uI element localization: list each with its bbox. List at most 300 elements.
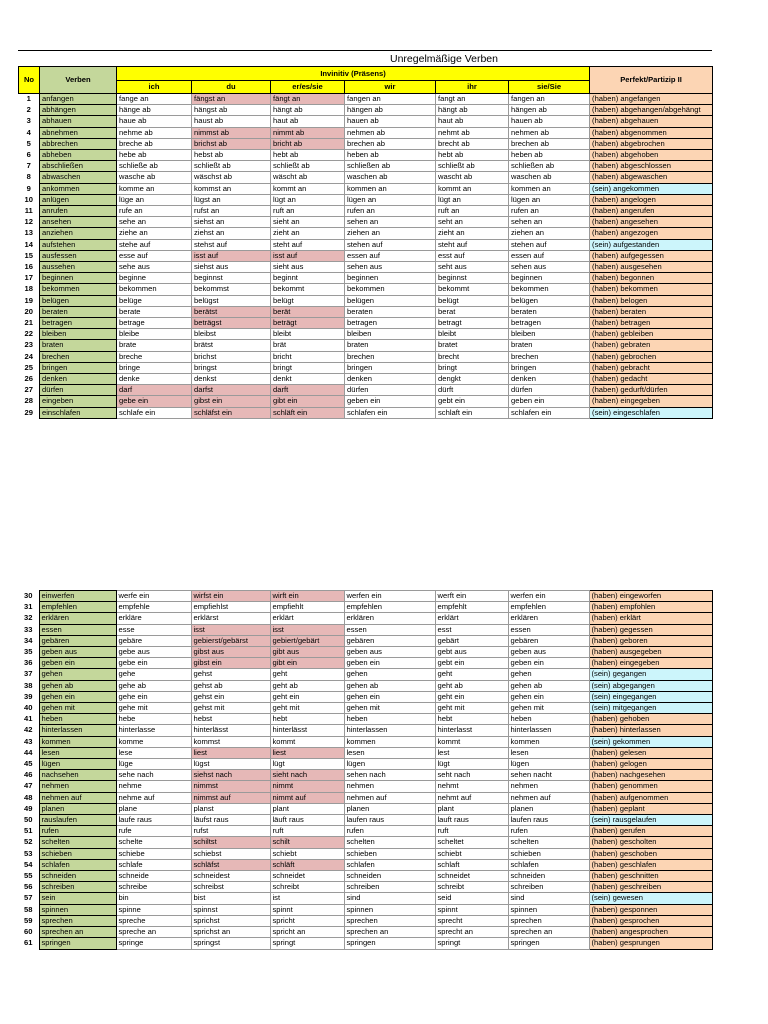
ihr-cell: springt — [435, 938, 508, 949]
row-number: 37 — [24, 669, 33, 679]
ihr-cell: lauft raus — [435, 815, 508, 826]
wir-cell: gehen mit — [344, 703, 435, 714]
row-number: 41 — [24, 714, 33, 724]
ihr-cell: hebt ab — [436, 150, 509, 161]
ihr-cell: ruft an — [436, 206, 509, 217]
row-number: 15 — [24, 250, 33, 260]
perfekt-cell: (haben) geschnitten — [589, 871, 712, 882]
ihr-cell: beginnst — [436, 273, 509, 284]
er-es-sie-cell: bricht ab — [271, 138, 345, 149]
verb-cell: planen — [39, 803, 116, 814]
ihr-cell: nehmt auf — [435, 792, 508, 803]
row-number: 23 — [24, 340, 33, 350]
er-es-sie-cell: schließt ab — [271, 161, 345, 172]
sie-Sie-cell: sehen aus — [509, 262, 590, 273]
verb-cell: geben ein — [39, 658, 116, 669]
ich-cell: esse auf — [117, 250, 192, 261]
ich-cell: sehe an — [117, 217, 192, 228]
sie-Sie-cell: rufen — [508, 826, 589, 837]
sie-Sie-cell: hängen ab — [509, 105, 590, 116]
ihr-cell: gebt ein — [436, 396, 509, 407]
wir-cell: bleiben — [345, 329, 436, 340]
ich-cell: belüge — [117, 295, 192, 306]
ihr-cell: geht ein — [435, 691, 508, 702]
wir-cell: geben ein — [344, 658, 435, 669]
header-infinitiv: Invinitiv (Präsens) — [117, 67, 590, 81]
sie-Sie-cell: waschen ab — [509, 172, 590, 183]
ihr-cell: ruft — [435, 826, 508, 837]
perfekt-cell: (sein) eingegangen — [589, 691, 712, 702]
ihr-cell: lügt — [435, 759, 508, 770]
perfekt-cell: (haben) gelesen — [589, 747, 712, 758]
ihr-cell: berat — [436, 306, 509, 317]
table-row — [18, 904, 712, 915]
table-row — [18, 871, 712, 882]
verb-cell: lügen — [39, 759, 116, 770]
ich-cell: gehe ein — [116, 691, 191, 702]
perfekt-cell: (haben) gegessen — [589, 624, 712, 635]
wir-cell: schelten — [344, 837, 435, 848]
table-row — [19, 250, 713, 261]
perfekt-cell: (sein) eingeschlafen — [590, 407, 713, 418]
table-row — [19, 318, 713, 329]
verb-cell: bekommen — [40, 284, 117, 295]
verb-cell: abhauen — [40, 116, 117, 127]
verb-cell: anziehen — [40, 228, 117, 239]
du-cell: darfst — [192, 385, 271, 396]
table-row — [18, 882, 712, 893]
row-number: 59 — [24, 915, 33, 925]
sie-Sie-cell: essen auf — [509, 250, 590, 261]
ich-cell: nehme auf — [116, 792, 191, 803]
row-number: 55 — [24, 871, 33, 881]
table-row — [19, 138, 713, 149]
verb-cell: ausfessen — [40, 250, 117, 261]
table-row — [19, 105, 713, 116]
wir-cell: sind — [344, 893, 435, 904]
table-row — [19, 217, 713, 228]
ich-cell: lüge an — [117, 194, 192, 205]
sie-Sie-cell: planen — [508, 803, 589, 814]
du-cell: ziehst an — [192, 228, 271, 239]
du-cell: springst — [191, 938, 270, 949]
row-number: 2 — [26, 105, 31, 115]
verb-cell: rauslaufen — [39, 815, 116, 826]
verb-cell: ansehen — [40, 217, 117, 228]
ihr-cell: kommt — [435, 736, 508, 747]
sheet-title: Unregelmäßige Verben — [390, 53, 498, 65]
ihr-cell: gebärt — [435, 635, 508, 646]
ich-cell: bekommen — [117, 284, 192, 295]
table-row — [18, 759, 712, 770]
sie-Sie-cell: brechen ab — [509, 138, 590, 149]
row-number: 17 — [24, 273, 33, 283]
perfekt-cell: (haben) geboren — [589, 635, 712, 646]
row-number: 27 — [24, 385, 33, 395]
er-es-sie-cell: kommt — [270, 736, 344, 747]
ich-cell: schneide — [116, 871, 191, 882]
wir-cell: rufen — [344, 826, 435, 837]
du-cell: spinnst — [191, 904, 270, 915]
table-row — [19, 329, 713, 340]
sie-Sie-cell: spinnen — [508, 904, 589, 915]
ihr-cell: betragt — [436, 318, 509, 329]
ihr-cell: spinnt — [435, 904, 508, 915]
ich-cell: sehe nach — [116, 770, 191, 781]
sie-Sie-cell: nehmen ab — [509, 127, 590, 138]
er-es-sie-cell: läuft raus — [270, 815, 344, 826]
verb-cell: beraten — [40, 306, 117, 317]
ich-cell: hebe — [116, 714, 191, 725]
wir-cell: rufen an — [345, 206, 436, 217]
wir-cell: springen — [344, 938, 435, 949]
table-row — [18, 736, 712, 747]
sie-Sie-cell: essen — [508, 624, 589, 635]
du-cell: siehst nach — [191, 770, 270, 781]
du-cell: schiltst — [191, 837, 270, 848]
row-number: 29 — [24, 407, 33, 417]
row-number: 30 — [24, 591, 33, 600]
verb-cell: rufen — [39, 826, 116, 837]
ich-cell: hinterlasse — [116, 725, 191, 736]
verb-cell: anlügen — [40, 194, 117, 205]
row-number: 33 — [24, 624, 33, 634]
er-es-sie-cell: gibt ein — [270, 658, 344, 669]
verb-cell: erklären — [39, 613, 116, 624]
verb-cell: abnehmen — [40, 127, 117, 138]
verb-cell: braten — [40, 340, 117, 351]
er-es-sie-cell: wäscht ab — [271, 172, 345, 183]
row-number: 28 — [24, 396, 33, 406]
ich-cell: gebe aus — [116, 647, 191, 658]
verb-cell: sprechen — [39, 915, 116, 926]
er-es-sie-cell: hängt ab — [271, 105, 345, 116]
ich-cell: beginne — [117, 273, 192, 284]
table-row — [18, 826, 712, 837]
er-es-sie-cell: plant — [270, 803, 344, 814]
verb-cell: abheben — [40, 150, 117, 161]
er-es-sie-cell: geht ab — [270, 680, 344, 691]
du-cell: fängst an — [192, 94, 271, 105]
table-row — [19, 183, 713, 194]
er-es-sie-cell: kommt an — [271, 183, 345, 194]
er-es-sie-cell: isst — [270, 624, 344, 635]
table-row — [18, 725, 712, 736]
wir-cell: sprechen an — [344, 927, 435, 938]
ich-cell: werfe ein — [116, 591, 191, 602]
wir-cell: kommen an — [345, 183, 436, 194]
verb-cell: einschlafen — [40, 407, 117, 418]
ich-cell: spreche — [116, 915, 191, 926]
du-cell: gehst mit — [191, 703, 270, 714]
du-cell: brichst — [192, 351, 271, 362]
verb-cell: spinnen — [39, 904, 116, 915]
wir-cell: kommen — [344, 736, 435, 747]
ich-cell: spreche an — [116, 927, 191, 938]
ihr-cell: schneidet — [435, 871, 508, 882]
header-verben: Verben — [40, 67, 117, 94]
verb-cell: nehmen — [39, 781, 116, 792]
perfekt-cell: (haben) gerufen — [589, 826, 712, 837]
sie-Sie-cell: braten — [509, 340, 590, 351]
ich-cell: stehe auf — [117, 239, 192, 250]
ich-cell: sehe aus — [117, 262, 192, 273]
sie-Sie-cell: schlafen ein — [509, 407, 590, 418]
ich-cell: rufe an — [117, 206, 192, 217]
sie-Sie-cell: gehen — [508, 669, 589, 680]
ich-cell: hebe ab — [117, 150, 192, 161]
perfekt-cell: (haben) geplant — [589, 803, 712, 814]
header-perfekt: Perfekt/Partizip II — [590, 67, 713, 94]
er-es-sie-cell: hebt ab — [271, 150, 345, 161]
er-es-sie-cell: brät — [271, 340, 345, 351]
ich-cell: laufe raus — [116, 815, 191, 826]
sie-Sie-cell: geben ein — [509, 396, 590, 407]
ihr-cell: bekommt — [436, 284, 509, 295]
verb-cell: lesen — [39, 747, 116, 758]
sie-Sie-cell: schieben — [508, 848, 589, 859]
row-number: 26 — [24, 374, 33, 384]
verb-cell: nachsehen — [39, 770, 116, 781]
ihr-cell: belügt — [436, 295, 509, 306]
table-row — [18, 714, 712, 725]
er-es-sie-cell: geht — [270, 669, 344, 680]
ihr-cell: schreibt — [435, 882, 508, 893]
perfekt-cell: (haben) beraten — [590, 306, 713, 317]
verb-cell: empfehlen — [39, 602, 116, 613]
er-es-sie-cell: bleibt — [271, 329, 345, 340]
perfekt-cell: (haben) betragen — [590, 318, 713, 329]
verb-cell: sprechen an — [39, 927, 116, 938]
perfekt-cell: (haben) ausgesehen — [590, 262, 713, 273]
sie-Sie-cell: sprechen an — [508, 927, 589, 938]
er-es-sie-cell: denkt — [271, 374, 345, 385]
row-number: 39 — [24, 691, 33, 701]
header-ich: ich — [117, 81, 192, 94]
verb-cell: gebären — [39, 635, 116, 646]
ich-cell: berate — [117, 306, 192, 317]
sie-Sie-cell: gehen mit — [508, 703, 589, 714]
wir-cell: erklären — [344, 613, 435, 624]
du-cell: stehst auf — [192, 239, 271, 250]
wir-cell: geben ein — [345, 396, 436, 407]
wir-cell: geben aus — [344, 647, 435, 658]
ihr-cell: schlaft ein — [436, 407, 509, 418]
sie-Sie-cell: empfehlen — [508, 602, 589, 613]
er-es-sie-cell: geht mit — [270, 703, 344, 714]
du-cell: schläfst ein — [192, 407, 271, 418]
er-es-sie-cell: spinnt — [270, 904, 344, 915]
ich-cell: wasche ab — [117, 172, 192, 183]
table-row — [19, 262, 713, 273]
ihr-cell: geht mit — [435, 703, 508, 714]
verb-cell: dürfen — [40, 385, 117, 396]
row-number: 44 — [24, 747, 33, 757]
wir-cell: gehen ein — [344, 691, 435, 702]
row-number: 48 — [24, 792, 33, 802]
ich-cell: bin — [116, 893, 191, 904]
table-row — [18, 624, 712, 635]
row-number: 6 — [26, 150, 31, 160]
du-cell: bleibst — [192, 329, 271, 340]
verb-cell: hinterlassen — [39, 725, 116, 736]
row-number: 22 — [24, 329, 33, 339]
row-number: 4 — [26, 127, 31, 137]
ich-cell: gebe ein — [117, 396, 192, 407]
er-es-sie-cell: bekommt — [271, 284, 345, 295]
table-row — [18, 680, 712, 691]
ich-cell: lüge — [116, 759, 191, 770]
table-row — [18, 747, 712, 758]
er-es-sie-cell: spricht an — [270, 927, 344, 938]
verb-cell: ankommen — [40, 183, 117, 194]
wir-cell: schneiden — [344, 871, 435, 882]
row-number: 31 — [24, 602, 33, 612]
perfekt-cell: (haben) geschreiben — [589, 882, 712, 893]
ihr-cell: werft ein — [435, 591, 508, 602]
du-cell: kommst an — [192, 183, 271, 194]
header-wir: wir — [345, 81, 436, 94]
du-cell: bringst — [192, 362, 271, 373]
ihr-cell: sprecht — [435, 915, 508, 926]
du-cell: hebst ab — [192, 150, 271, 161]
du-cell: nimmst auf — [191, 792, 270, 803]
table-row — [18, 859, 712, 870]
table-row — [18, 703, 712, 714]
perfekt-cell: (haben) abgenommen — [590, 127, 713, 138]
er-es-sie-cell: geht ein — [270, 691, 344, 702]
sie-Sie-cell: heben ab — [509, 150, 590, 161]
header-er-es-sie: er/es/sie — [271, 81, 345, 94]
ihr-cell: hinterlasst — [435, 725, 508, 736]
du-cell: wäschst ab — [192, 172, 271, 183]
er-es-sie-cell: wirft ein — [270, 591, 344, 602]
verb-cell: springen — [39, 938, 116, 949]
perfekt-cell: (haben) angelogen — [590, 194, 713, 205]
ihr-cell: hängt ab — [436, 105, 509, 116]
perfekt-cell: (haben) ausgegeben — [589, 647, 712, 658]
verb-cell: abwaschen — [40, 172, 117, 183]
ihr-cell: bratet — [436, 340, 509, 351]
perfekt-cell: (haben) eingeworfen — [589, 591, 712, 602]
row-number: 13 — [24, 228, 33, 238]
ich-cell: komme an — [117, 183, 192, 194]
du-cell: gebierst/gebärst — [191, 635, 270, 646]
du-cell: rufst an — [192, 206, 271, 217]
ihr-cell: nehmt — [435, 781, 508, 792]
ich-cell: springe — [116, 938, 191, 949]
er-es-sie-cell: haut ab — [271, 116, 345, 127]
wir-cell: beraten — [345, 306, 436, 317]
sie-Sie-cell: gehen ein — [508, 691, 589, 702]
ich-cell: schiebe — [116, 848, 191, 859]
verb-cell: schneiden — [39, 871, 116, 882]
ihr-cell: schlaft — [435, 859, 508, 870]
perfekt-cell: (haben) abgeschlossen — [590, 161, 713, 172]
perfekt-cell: (haben) gebraten — [590, 340, 713, 351]
title-row — [18, 50, 712, 67]
ihr-cell: brecht — [436, 351, 509, 362]
table-row — [19, 284, 713, 295]
sie-Sie-cell: stehen auf — [509, 239, 590, 250]
verb-cell: nehmen auf — [39, 792, 116, 803]
du-cell: denkst — [192, 374, 271, 385]
table-row — [18, 837, 712, 848]
sie-Sie-cell: bekommen — [509, 284, 590, 295]
er-es-sie-cell: ruft an — [271, 206, 345, 217]
perfekt-cell: (haben) gesprungen — [589, 938, 712, 949]
du-cell: sprichst — [191, 915, 270, 926]
verb-cell: schreiben — [39, 882, 116, 893]
perfekt-cell: (haben) gebracht — [590, 362, 713, 373]
table-row — [19, 273, 713, 284]
ihr-cell: hebt — [435, 714, 508, 725]
perfekt-cell: (haben) gedacht — [590, 374, 713, 385]
du-cell: nimmst — [191, 781, 270, 792]
row-number: 61 — [24, 938, 33, 948]
perfekt-cell: (haben) gelogen — [589, 759, 712, 770]
perfekt-cell: (haben) geschoben — [589, 848, 712, 859]
er-es-sie-cell: schläft — [270, 859, 344, 870]
row-number: 46 — [24, 770, 33, 780]
wir-cell: essen — [344, 624, 435, 635]
sie-Sie-cell: kommen — [508, 736, 589, 747]
sie-Sie-cell: denken — [509, 374, 590, 385]
ihr-cell: erklärt — [435, 613, 508, 624]
wir-cell: sprechen — [344, 915, 435, 926]
perfekt-cell: (sein) angekommen — [590, 183, 713, 194]
ihr-cell: schließt ab — [436, 161, 509, 172]
perfekt-cell: (haben) angesprochen — [589, 927, 712, 938]
wir-cell: sehen nach — [344, 770, 435, 781]
du-cell: sprichst an — [191, 927, 270, 938]
perfekt-cell: (haben) hinterlassen — [589, 725, 712, 736]
row-number: 7 — [26, 161, 31, 171]
verb-cell: betragen — [40, 318, 117, 329]
perfekt-cell: (haben) gesprochen — [589, 915, 712, 926]
er-es-sie-cell: gebiert/gebärt — [270, 635, 344, 646]
ihr-cell: esst auf — [436, 250, 509, 261]
table-row — [18, 815, 712, 826]
verb-table-bottom — [18, 590, 713, 950]
wir-cell: lügen an — [345, 194, 436, 205]
wir-cell: gehen ab — [344, 680, 435, 691]
row-number: 18 — [24, 284, 33, 294]
er-es-sie-cell: springt — [270, 938, 344, 949]
er-es-sie-cell: liest — [270, 747, 344, 758]
table-row — [19, 396, 713, 407]
du-cell: brätst — [192, 340, 271, 351]
sie-Sie-cell: dürfen — [509, 385, 590, 396]
du-cell: siehst an — [192, 217, 271, 228]
verb-cell: anfangen — [40, 94, 117, 105]
sie-Sie-cell: beginnen — [509, 273, 590, 284]
wir-cell: gebären — [344, 635, 435, 646]
er-es-sie-cell: bricht — [271, 351, 345, 362]
er-es-sie-cell: schilt — [270, 837, 344, 848]
wir-cell: nehmen — [344, 781, 435, 792]
er-es-sie-cell: nimmt auf — [270, 792, 344, 803]
perfekt-cell: (haben) aufgenommen — [589, 792, 712, 803]
row-number: 11 — [24, 206, 33, 216]
ich-cell: schließe ab — [117, 161, 192, 172]
row-number: 32 — [24, 613, 33, 623]
sie-Sie-cell: sind — [508, 893, 589, 904]
ich-cell: lese — [116, 747, 191, 758]
sie-Sie-cell: schneiden — [508, 871, 589, 882]
perfekt-cell: (haben) gesponnen — [589, 904, 712, 915]
sie-Sie-cell: gebären — [508, 635, 589, 646]
